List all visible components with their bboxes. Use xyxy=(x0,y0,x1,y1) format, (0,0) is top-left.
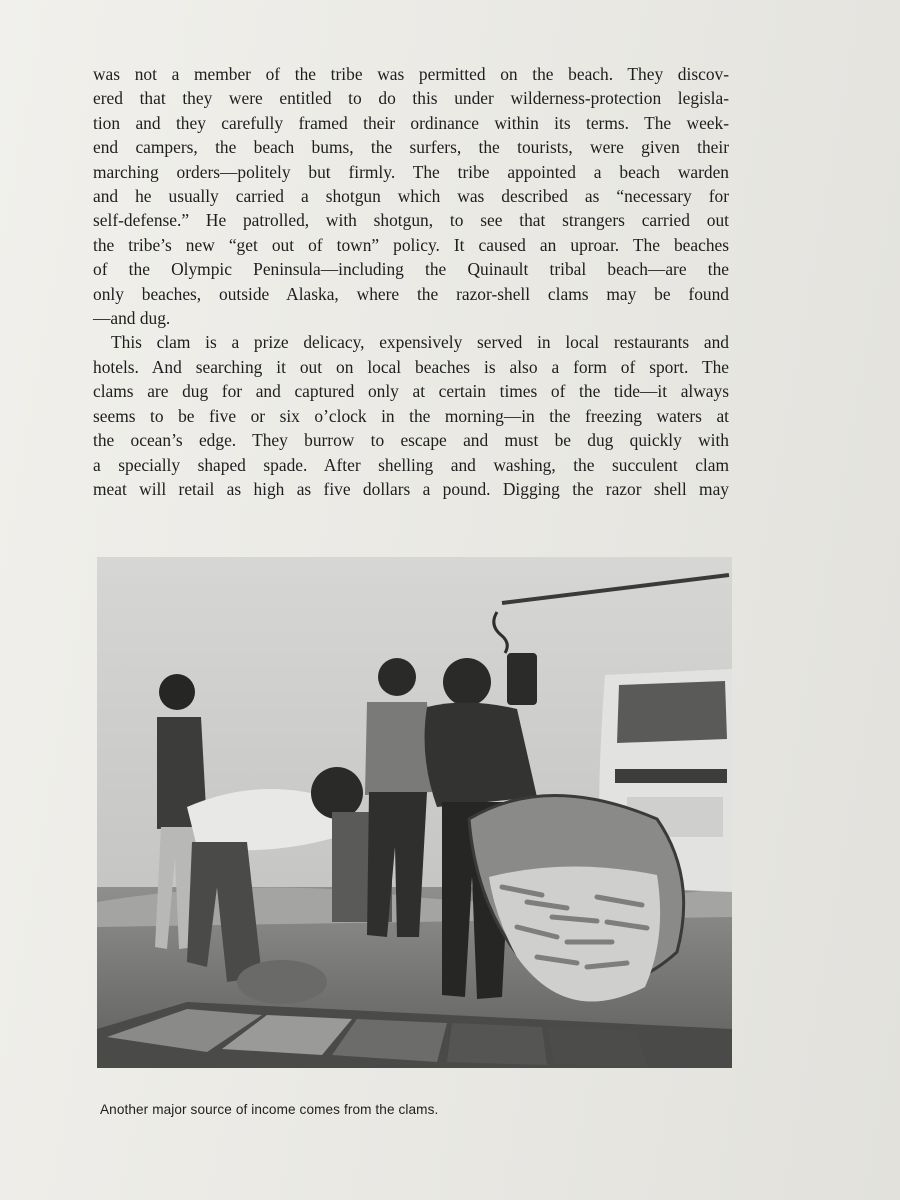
text-line: only beaches, outside Alaska, where the razor-shell clams may be found xyxy=(93,283,729,304)
text-line: meat will retail as high as five dollars a pound. Digging the razor shell may xyxy=(93,478,729,499)
text-line: clams are dug for and captured only at certain times of the tide—it always xyxy=(93,381,729,402)
text-line: was not a member of the tribe was permitted on the beach. They discov- xyxy=(93,64,729,84)
text-line: the ocean’s edge. They burrow to escape and must be dug quickly with xyxy=(93,430,729,451)
text-line: the tribe’s new “get out of town” policy. It caused an uproar. The beaches xyxy=(93,234,729,255)
text-line: seems to be five or six o’clock in the morning—in the freezing waters at xyxy=(93,405,729,426)
paragraph-2 xyxy=(93,330,729,501)
text-line: a specially shaped spade. After shelling and washing, the succulent clam xyxy=(93,454,729,475)
photo-illustration xyxy=(97,557,732,1068)
text-line: of the Olympic Peninsula—including the Quinault tribal beach—are the xyxy=(93,259,729,280)
text-line: end campers, the beach bums, the surfers, the tourists, were given their xyxy=(93,137,729,158)
text-line: ered that they were entitled to do this under wilderness-protection legisla- xyxy=(93,88,729,109)
hanging-scale xyxy=(507,653,537,705)
text-line: tion and they carefully framed their ordinance within its terms. The week- xyxy=(93,112,729,133)
clam-harvest-photo xyxy=(97,557,732,1068)
text-line: self-defense.” He patrolled, with shotgun, to see that strangers carried out xyxy=(93,210,729,231)
text-line: and he usually carried a shotgun which was described as “necessary for xyxy=(93,186,729,207)
figure-caption: Another major source of income comes from the clams. xyxy=(100,1102,439,1117)
text-line: marching orders—politely but firmly. The tribe appointed a beach warden xyxy=(93,161,729,182)
text-line: This clam is a prize delicacy, expensively served in local restaurants and xyxy=(111,332,729,353)
text-line: —and dug. xyxy=(93,308,171,329)
text-line: hotels. And searching it out on local beaches is also a form of sport. The xyxy=(93,356,729,377)
body-text xyxy=(93,62,729,501)
paragraph-1 xyxy=(93,62,729,330)
